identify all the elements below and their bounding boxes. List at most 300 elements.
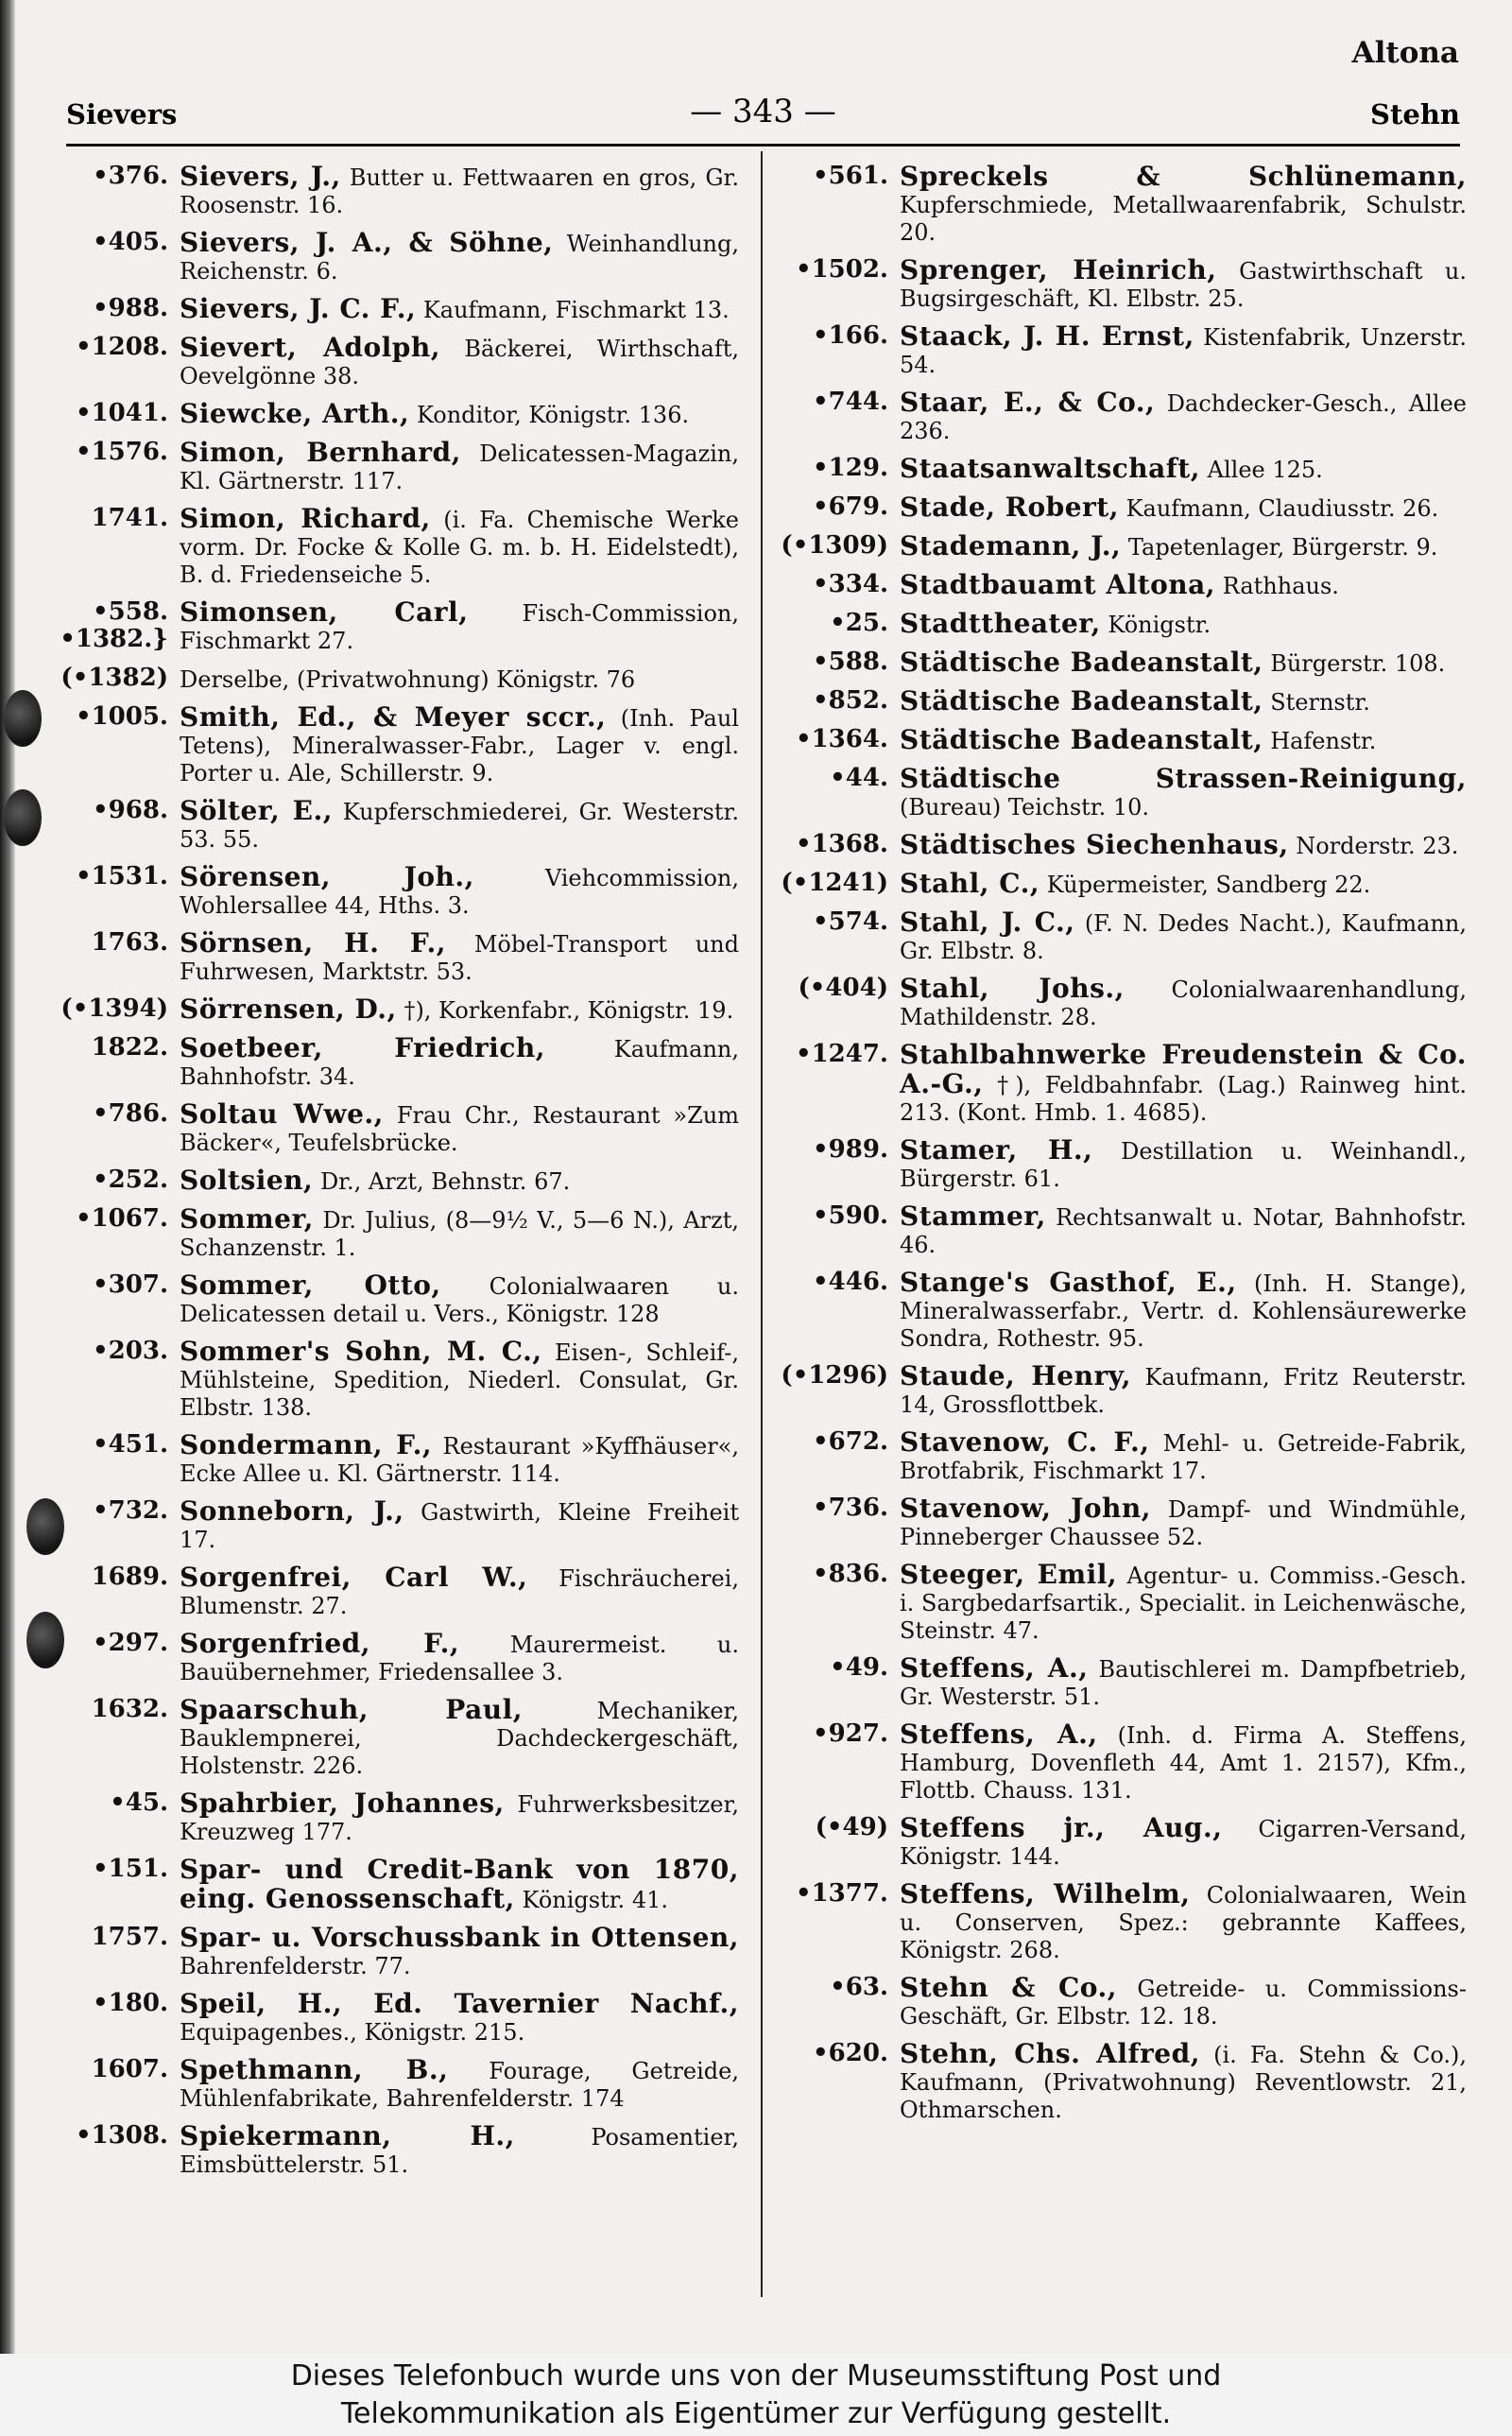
entry-details: Bautischlerei m. Dampfbetrieb, Gr. Westerstr. 51. — [900, 1656, 1467, 1710]
entry-body — [180, 1990, 739, 2047]
running-head-city: Altona — [1351, 36, 1459, 70]
directory-entry — [57, 929, 739, 986]
subscriber-name: Simon, Richard, — [180, 503, 431, 534]
phone-number: •558. •1382.} — [60, 597, 168, 653]
separator — [333, 799, 343, 825]
subscriber-name: Spethmann, B., — [180, 2054, 449, 2085]
subscriber-name: Städtisches Siechenhaus, — [900, 829, 1289, 860]
directory-entry — [777, 322, 1467, 379]
separator — [1117, 1976, 1137, 2002]
directory-entry — [57, 1856, 739, 1914]
entry-body — [900, 765, 1467, 821]
entry-body — [900, 455, 1467, 484]
separator — [1150, 1430, 1163, 1457]
separator — [404, 1499, 421, 1526]
entry-details: †), Feldbahnfabr. (Lag.) Rainweg hint. 213. (Kont. Hmb. 1. 4685). — [900, 1072, 1467, 1126]
phone-number: •672. — [813, 1427, 888, 1456]
phone-number: (•404) — [798, 974, 888, 1002]
entry-details: Dampf- und Windmühle, Pinneberger Chaussee 52. — [900, 1496, 1467, 1550]
subscriber-name: Sommer, — [180, 1203, 314, 1235]
phone-number: •1502. — [795, 255, 888, 284]
right-column — [777, 163, 1467, 2134]
separator — [1200, 457, 1208, 483]
separator — [1191, 1882, 1207, 1909]
entry-body — [900, 256, 1467, 313]
entry-body — [900, 1561, 1467, 1645]
subscriber-name: Stahlbahnwerke Freudenstein & Co. A.-G., — [900, 1039, 1467, 1099]
separator — [1223, 1816, 1259, 1842]
directory-entry — [777, 831, 1467, 860]
entry-details: Königstr. 41. — [522, 1887, 668, 1913]
phone-number: •1531. — [75, 862, 168, 890]
entry-body — [180, 665, 739, 694]
directory-entry — [57, 703, 739, 787]
entry-body — [180, 2056, 739, 2113]
entry-body — [900, 648, 1467, 678]
separator — [1194, 324, 1203, 351]
footer-notice — [0, 2354, 1512, 2436]
entry-details: Cigarren-Versand, Königstr. 144. — [900, 1816, 1467, 1870]
entry-details: Fourage, Getreide, Mühlenfabrikate, Bahrenfelderstr. 174 — [180, 2058, 739, 2112]
subscriber-name: Steeger, Emil, — [900, 1559, 1118, 1590]
subscriber-name: Soltau Wwe., — [180, 1098, 384, 1130]
phone-number: •732. — [93, 1496, 168, 1525]
entry-details: Gastwirth, Kleine Freiheit 17. — [180, 1499, 739, 1553]
directory-entry — [57, 1990, 739, 2047]
phone-number: •1247. — [795, 1040, 888, 1068]
entry-details: (Inh. Paul Tetens), Mineralwasser-Fabr., Lager v. engl. Porter u. Ale, Schillerstr. 9. — [180, 705, 739, 786]
phone-number: •989. — [813, 1135, 888, 1164]
entry-body — [900, 2040, 1467, 2124]
separator — [545, 1036, 614, 1063]
phone-number: •1368. — [795, 830, 888, 858]
phone-number: (•49) — [815, 1813, 888, 1841]
phone-number: •1208. — [75, 333, 168, 361]
phone-number: (•1309) — [781, 531, 888, 560]
separator — [523, 1698, 597, 1724]
subscriber-name: Sorgenfried, F., — [180, 1628, 460, 1659]
directory-entry — [57, 598, 739, 655]
page-header — [66, 93, 1460, 136]
subscriber-name: Stadtbauamt Altona, — [900, 569, 1216, 600]
entry-body — [180, 598, 739, 655]
phone-number: •252. — [93, 1166, 168, 1194]
entry-body — [900, 493, 1467, 523]
entry-details: Equipagenbes., Königstr. 215. — [180, 2019, 525, 2046]
entry-body — [180, 1166, 739, 1196]
entry-details: Fuhrwerksbesitzer, Kreuzweg 177. — [180, 1791, 739, 1845]
entry-details: Rechtsanwalt u. Notar, Bahnhofstr. 46. — [900, 1204, 1467, 1258]
column-divider — [761, 151, 763, 2297]
entry-details: Bahrenfelderstr. 77. — [180, 1953, 411, 1979]
directory-entry — [57, 797, 739, 854]
phone-number: •620. — [813, 2039, 888, 2067]
entry-details: Weinhandlung, Reichenstr. 6. — [180, 231, 739, 285]
subscriber-name: Stahl, C., — [900, 868, 1040, 899]
phone-number: (•1241) — [781, 869, 888, 897]
entry-details: Mechaniker, Bauklempnerei, Dachdeckergeschäft, Holstenstr. 226. — [180, 1698, 739, 1779]
directory-entry — [777, 1494, 1467, 1551]
entry-body — [180, 295, 739, 324]
entry-details: Frau Chr., Restaurant »Zum Bäcker«, Teufelsbrücke. — [180, 1102, 739, 1156]
entry-body — [180, 1696, 739, 1780]
directory-entry — [57, 1205, 739, 1262]
phone-number: •988. — [93, 294, 168, 322]
directory-entry — [777, 455, 1467, 484]
directory-entry — [777, 256, 1467, 313]
phone-number: •405. — [93, 228, 168, 256]
entry-details: Kaufmann, Bahnhofstr. 34. — [180, 1036, 739, 1090]
entry-body — [180, 995, 739, 1025]
separator — [515, 2124, 591, 2151]
entry-details: Fischräucherei, Blumenstr. 27. — [180, 1565, 739, 1619]
subscriber-name: Sörnsen, H. F., — [180, 927, 446, 959]
entry-details: (i. Fa. Stehn & Co.), Kaufmann, (Privatwohnung) Reventlowstr. 21, Othmarschen. — [900, 2042, 1467, 2123]
entry-details: Tapetenlager, Bürgerstr. 9. — [1127, 534, 1438, 561]
phone-number: 1689. — [91, 1563, 168, 1591]
directory-entry — [57, 665, 739, 694]
directory-entry — [777, 908, 1467, 965]
entry-details: Dr., Arzt, Behnstr. 67. — [319, 1168, 571, 1195]
phone-number: •786. — [93, 1099, 168, 1128]
entry-details: Viehcommission, Wohlersallee 44, Hths. 3. — [180, 865, 739, 919]
binding-edge — [0, 0, 15, 2354]
directory-entry — [57, 1271, 739, 1328]
directory-entry — [57, 1924, 739, 1980]
subscriber-name: Sörrensen, D., — [180, 993, 397, 1025]
separator — [515, 1887, 523, 1913]
subscriber-name: Stamer, H., — [900, 1134, 1093, 1166]
phone-number: •297. — [93, 1629, 168, 1657]
entry-details: Agentur- u. Commiss.-Gesch. i. Sargbedarfsartik., Specialit. in Leichenwäsche, Steinstr. 47. — [900, 1563, 1467, 1644]
entry-details: Kaufmann, Claudiusstr. 26. — [1125, 495, 1439, 522]
phone-number: •49. — [830, 1653, 888, 1682]
subscriber-name: Spreckels & Schlünemann, — [900, 161, 1467, 192]
entry-details: Kaufmann, Fischmarkt 13. — [422, 297, 730, 323]
phone-number: •203. — [93, 1337, 168, 1365]
directory-entry — [777, 1041, 1467, 1127]
subscriber-name: Soltsien, — [180, 1165, 314, 1196]
entry-body — [180, 1497, 739, 1554]
subscriber-name: Stavenow, John, — [900, 1493, 1151, 1524]
entry-body — [180, 229, 739, 285]
directory-entry — [57, 1034, 739, 1091]
subscriber-name: Siewcke, Arth., — [180, 398, 410, 429]
directory-entry — [57, 163, 739, 219]
separator — [1117, 1563, 1126, 1589]
page-number: — 343 — — [690, 93, 836, 130]
phone-number: •574. — [813, 907, 888, 936]
entry-details: (F. N. Dedes Nacht.), Kaufmann, Gr. Elbstr. 8. — [900, 910, 1467, 964]
phone-number: •744. — [813, 388, 888, 416]
entry-body — [900, 1269, 1467, 1353]
separator — [1098, 1722, 1118, 1749]
separator — [1151, 1496, 1168, 1523]
phone-number: 1763. — [91, 928, 168, 957]
directory-entry — [57, 863, 739, 920]
directory-entry — [57, 400, 739, 429]
subscriber-name: Spahrbier, Johannes, — [180, 1788, 505, 1819]
subscriber-name: Stavenow, C. F., — [900, 1426, 1150, 1458]
separator — [341, 164, 350, 191]
separator — [542, 1339, 555, 1366]
punch-hole — [4, 789, 42, 846]
subscriber-name: Stahl, Johs., — [900, 973, 1125, 1004]
directory-entry — [57, 1431, 739, 1488]
subscriber-name: Sievers, J. C. F., — [180, 293, 417, 324]
subscriber-name: Städtische Strassen-Reinigung, — [900, 763, 1467, 794]
directory-entry — [777, 1136, 1467, 1193]
separator — [1155, 390, 1166, 417]
entry-body — [900, 831, 1467, 860]
entry-body — [900, 1814, 1467, 1871]
entry-details: Königstr. — [1108, 612, 1211, 638]
directory-entry — [57, 1789, 739, 1846]
separator — [1089, 1656, 1099, 1683]
subscriber-name: Stange's Gasthof, E., — [900, 1267, 1237, 1298]
separator — [459, 1632, 510, 1658]
separator — [984, 1072, 998, 1098]
entry-details: Mehl- u. Getreide-Fabrik, Brotfabrik, Fischmarkt 17. — [900, 1430, 1467, 1484]
entry-details: †), Korkenfabr., Königstr. 19. — [404, 997, 734, 1024]
entry-body — [180, 1271, 739, 1328]
entry-details: Kupferschmiederei, Gr. Westerstr. 53. 55. — [180, 799, 739, 853]
subscriber-name: Smith, Ed., & Meyer sccr., — [180, 701, 607, 733]
subscriber-name: Sölter, E., — [180, 795, 333, 826]
entry-body — [180, 163, 739, 219]
phone-number: •376. — [93, 162, 168, 190]
subscriber-name: Sörensen, Joh., — [180, 861, 474, 892]
separator — [416, 297, 423, 323]
subscriber-name: Stehn, Chs. Alfred, — [900, 2038, 1200, 2069]
phone-number: •836. — [813, 1560, 888, 1588]
separator — [1217, 258, 1240, 285]
entry-body — [900, 1362, 1467, 1419]
entry-body — [900, 687, 1467, 717]
entry-body — [900, 908, 1467, 965]
header-rule — [66, 144, 1460, 147]
phone-number: 1632. — [91, 1695, 168, 1723]
entry-body — [180, 1630, 739, 1686]
subscriber-name: Staack, J. H. Ernst, — [900, 320, 1194, 352]
entry-details: (Bureau) Teichstr. 10. — [900, 794, 1150, 821]
subscriber-name: Speil, H., Ed. Tavernier Nachf., — [180, 1988, 739, 2019]
subscriber-name: Stadttheater, — [900, 608, 1101, 639]
separator — [527, 1565, 558, 1592]
directory-entry — [777, 648, 1467, 678]
directory-entry — [777, 163, 1467, 247]
entry-body — [180, 797, 739, 854]
phone-number: •852. — [813, 686, 888, 715]
directory-entry — [777, 1880, 1467, 1964]
entry-details: Allee 125. — [1207, 457, 1323, 483]
phone-number: •1377. — [795, 1879, 888, 1908]
separator — [432, 1433, 442, 1460]
subscriber-name: Stehn & Co., — [900, 1972, 1117, 2003]
entry-body — [180, 2122, 739, 2179]
subscriber-name: Stademann, J., — [900, 530, 1122, 561]
phone-number: •1005. — [75, 702, 168, 731]
separator — [505, 1791, 518, 1818]
subscriber-name: Spiekermann, H., — [180, 2120, 515, 2151]
separator — [474, 865, 545, 891]
entry-body — [180, 1856, 739, 1914]
entry-details: Colonialwaaren u. Delicatessen detail u. Vers., Königstr. 128 — [180, 1273, 739, 1327]
entry-body — [180, 439, 739, 495]
directory-entry — [57, 1338, 739, 1422]
separator — [440, 336, 464, 362]
phone-number: •180. — [93, 1989, 168, 2017]
phone-number: •561. — [813, 162, 888, 190]
subscriber-name: Sondermann, F., — [180, 1429, 433, 1460]
directory-entry — [777, 1654, 1467, 1711]
entry-body — [900, 1041, 1467, 1127]
subscriber-name: Sprenger, Heinrich, — [900, 254, 1217, 285]
phone-number: •63. — [830, 1973, 888, 2001]
subscriber-name: Spaarschuh, Paul, — [180, 1694, 523, 1725]
entry-body — [180, 505, 739, 589]
entry-body — [180, 1431, 739, 1488]
phone-number: •334. — [813, 570, 888, 598]
phone-number: •1364. — [795, 725, 888, 753]
directory-entry — [57, 2122, 739, 2179]
phone-number: •736. — [813, 1494, 888, 1522]
entry-body — [900, 1202, 1467, 1259]
subscriber-name: Simonsen, Carl, — [180, 596, 469, 628]
directory-entry — [57, 334, 739, 390]
entry-details: Rathhaus. — [1222, 573, 1339, 599]
separator — [1121, 534, 1128, 561]
entry-body — [180, 1034, 739, 1091]
separator — [1125, 976, 1172, 1003]
header-last-entry: Stehn — [1370, 98, 1460, 130]
entry-body — [900, 726, 1467, 755]
entry-details: Kistenfabrik, Unzerstr. 54. — [900, 324, 1467, 378]
directory-entry — [57, 1564, 739, 1620]
separator — [553, 231, 566, 257]
directory-entry — [57, 229, 739, 285]
separator — [314, 1207, 322, 1234]
phone-number: 1607. — [91, 2055, 168, 2083]
subscriber-name: Soetbeer, Friedrich, — [180, 1032, 545, 1063]
separator — [1040, 872, 1047, 898]
directory-entry — [57, 2056, 739, 2113]
entry-details: (Inh. d. Firma A. Steffens, Hamburg, Dovenfleth 44, Amt 1. 2157), Kfm., Flottb. Chauss. 131. — [900, 1722, 1467, 1804]
separator — [1119, 495, 1126, 522]
directory-entry — [777, 870, 1467, 899]
separator — [1131, 1364, 1144, 1391]
entry-details: Kaufmann, Fritz Reuterstr. 14, Grossflottbek. — [900, 1364, 1467, 1418]
subscriber-name: Simon, Bernhard, — [180, 437, 461, 468]
directory-entry — [57, 439, 739, 495]
entry-body — [180, 929, 739, 986]
entry-details: Sternstr. — [1270, 689, 1370, 716]
phone-number: •446. — [813, 1268, 888, 1296]
entry-body — [180, 1924, 739, 1980]
entry-details: Butter u. Fettwaaren en gros, Gr. Roosenstr. 16. — [180, 164, 739, 218]
directory-entry — [57, 505, 739, 589]
directory-entry — [777, 610, 1467, 639]
separator — [606, 705, 620, 732]
directory-entry — [777, 726, 1467, 755]
subscriber-name: Steffens, A., — [900, 1719, 1098, 1750]
phone-number: •166. — [813, 321, 888, 350]
separator — [1237, 1270, 1254, 1297]
entry-details: Küpermeister, Sandberg 22. — [1046, 872, 1371, 898]
entry-details: Colonialwaarenhandlung, Mathildenstr. 28. — [900, 976, 1467, 1030]
directory-entry — [777, 389, 1467, 445]
directory-entry — [777, 1720, 1467, 1805]
directory-entry — [777, 2040, 1467, 2124]
entry-body — [900, 1428, 1467, 1485]
directory-entry — [777, 532, 1467, 561]
entry-body — [900, 532, 1467, 561]
entry-details: Getreide- u. Commissions-Geschäft, Gr. Elbstr. 12. 18. — [900, 1976, 1467, 2030]
entry-details: Delicatessen-Magazin, Kl. Gärtnerstr. 117. — [180, 441, 739, 494]
entry-details: Möbel-Transport und Fuhrwesen, Marktstr. 53. — [180, 931, 739, 985]
separator — [313, 1168, 320, 1195]
phone-number: •679. — [813, 492, 888, 521]
directory-entry — [777, 493, 1467, 523]
entry-details: Bäckerei, Wirthschaft, Oevelgönne 38. — [180, 336, 739, 389]
entry-details: Maurermeist. u. Bauübernehmer, Friedensallee 3. — [180, 1632, 739, 1685]
entry-body — [900, 870, 1467, 899]
entry-details: Posamentier, Eimsbüttelerstr. 51. — [180, 2124, 739, 2178]
subscriber-name: Stahl, J. C., — [900, 907, 1075, 938]
directory-entry — [777, 1428, 1467, 1485]
subscriber-name: Steffens jr., Aug., — [900, 1812, 1223, 1843]
entry-details: Restaurant »Kyffhäuser«, Ecke Allee u. Kl. Gärtnerstr. 114. — [180, 1433, 739, 1487]
phone-number: •45. — [110, 1788, 168, 1817]
entry-details: Dr. Julius, (8—9½ V., 5—6 N.), Arzt, Schanzenstr. 1. — [180, 1207, 739, 1261]
subscriber-name: Staude, Henry, — [900, 1360, 1132, 1391]
subscriber-name: Sommer, Otto, — [180, 1270, 441, 1301]
phone-number: •1041. — [75, 399, 168, 427]
directory-entry — [57, 1696, 739, 1780]
entry-details: Gastwirthschaft u. Bugsirgeschäft, Kl. Elbstr. 25. — [900, 258, 1467, 312]
entry-details: Destillation u. Weinhandl., Bürgerstr. 61. — [900, 1138, 1467, 1192]
entry-details: (i. Fa. Chemische Werke vorm. Dr. Focke & Kolle G. m. b. H. Eidelstedt), B. d. Friedenseiche 5. — [180, 507, 739, 588]
phone-number: (•1394) — [60, 994, 168, 1023]
directory-entry — [57, 995, 739, 1025]
directory-entry — [57, 1100, 739, 1157]
directory-entry — [777, 1269, 1467, 1353]
phone-number: •44. — [830, 764, 888, 792]
phone-number: 1741. — [91, 504, 168, 532]
separator — [1046, 1204, 1056, 1231]
directory-entry — [777, 571, 1467, 600]
subscriber-name: Stammer, — [900, 1201, 1046, 1232]
subscriber-name: Städtische Badeanstalt, — [900, 685, 1263, 717]
separator — [1075, 910, 1085, 937]
entry-details: (Inh. H. Stange), Mineralwasserfabr., Vertr. d. Kohlensäurewerke Sondra, Rothestr. 95. — [900, 1270, 1467, 1352]
entry-body — [180, 1100, 739, 1157]
separator — [1215, 573, 1223, 599]
subscriber-name: Steffens, Wilhelm, — [900, 1878, 1191, 1909]
subscriber-name: Städtische Badeanstalt, — [900, 647, 1263, 678]
separator — [441, 1273, 490, 1300]
entry-details: Bürgerstr. 108. — [1270, 650, 1446, 677]
subscriber-name: Sievers, J. A., & Söhne, — [180, 227, 554, 258]
phone-number: •151. — [93, 1855, 168, 1883]
entry-body — [900, 1654, 1467, 1711]
directory-entry — [777, 1974, 1467, 2030]
entry-body — [180, 1564, 739, 1620]
directory-entry — [57, 1497, 739, 1554]
entry-body — [900, 975, 1467, 1031]
phone-number: •927. — [813, 1719, 888, 1748]
entry-body — [180, 703, 739, 787]
